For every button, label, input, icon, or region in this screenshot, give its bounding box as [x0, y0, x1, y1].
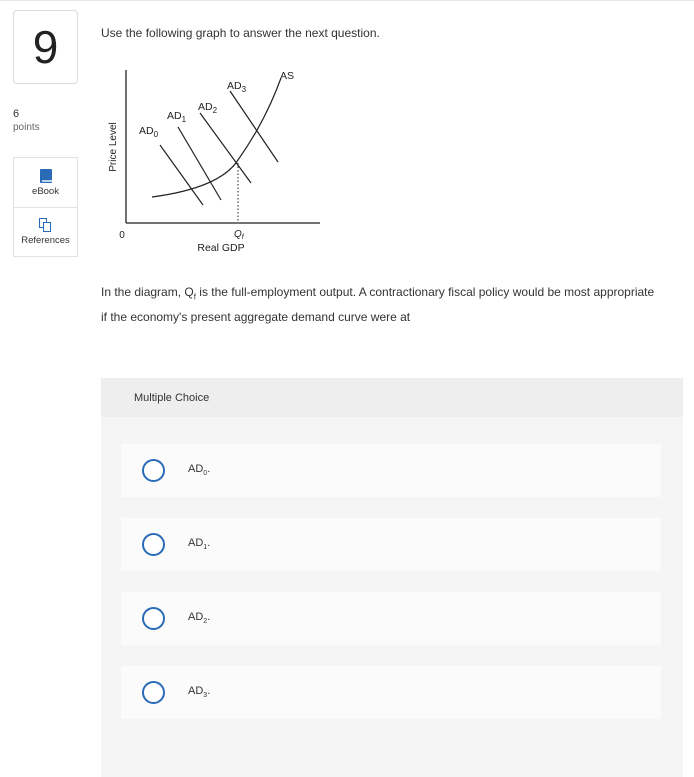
points-value: 6	[13, 108, 20, 120]
question-text: In the diagram, $Q_f$ is the full-employment output. A contractionary fiscal policy would be most appropriate if the economy's present aggregate demand curve were at	[101, 285, 655, 325]
choice-label: $AD_1$.	[188, 537, 211, 552]
as-label: AS	[280, 70, 295, 82]
y-axis-label: Price Level	[108, 122, 119, 172]
choice-option-ad0[interactable]	[121, 444, 661, 497]
choice-label: $AD_3$.	[188, 685, 211, 700]
multiple-choice-panel	[101, 378, 683, 777]
radio-button[interactable]	[142, 459, 165, 482]
choice-label: $AD_2$.	[188, 611, 211, 626]
references-label: References	[21, 235, 70, 246]
ad1-curve	[178, 127, 221, 200]
ebook-label: eBook	[32, 185, 59, 197]
ad2-label: $AD_2$	[198, 101, 218, 115]
choice-label: $AD_0$.	[188, 463, 211, 478]
ad-as-graph	[100, 60, 340, 260]
x-axis-label: Real GDP	[197, 242, 245, 254]
points-label: points	[13, 122, 40, 133]
ad1-label: $AD_1$	[167, 110, 187, 124]
qf-label: $Q_f$	[234, 229, 244, 241]
radio-button[interactable]	[142, 607, 165, 630]
tools-panel	[13, 157, 78, 257]
multiple-choice-header: Multiple Choice	[101, 378, 683, 417]
book-icon	[40, 169, 52, 183]
references-button[interactable]	[14, 207, 77, 256]
ad0-label: $AD_0$	[139, 125, 159, 139]
question-number-badge	[13, 10, 78, 84]
ad3-label: $AD_3$	[227, 80, 247, 94]
choice-option-ad1[interactable]	[121, 518, 661, 571]
radio-button[interactable]	[142, 533, 165, 556]
origin-label: 0	[119, 230, 125, 241]
copy-icon	[39, 218, 52, 232]
choice-option-ad3[interactable]	[121, 666, 661, 719]
top-divider	[0, 0, 694, 1]
radio-button[interactable]	[142, 681, 165, 704]
ad0-curve	[160, 145, 203, 205]
choice-option-ad2[interactable]	[121, 592, 661, 645]
question-number: 9	[32, 21, 59, 73]
ebook-button[interactable]	[14, 158, 77, 207]
question-prompt: Use the following graph to answer the next question.	[101, 26, 380, 40]
